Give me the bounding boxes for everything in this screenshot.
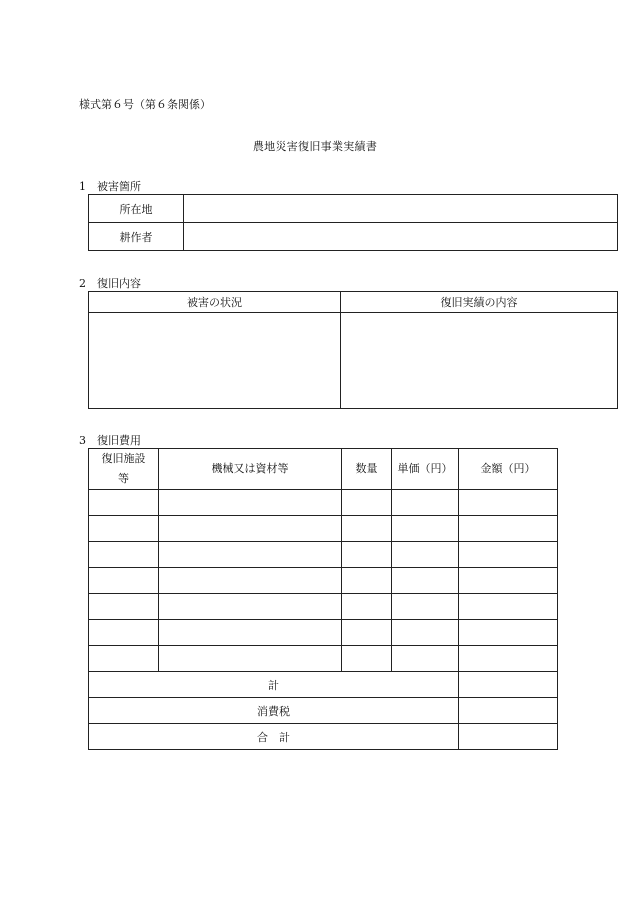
restoration-result-header: 復旧実績の内容 [341,292,618,313]
table-row [89,542,558,568]
table-row [89,568,558,594]
unit-price-cell[interactable] [392,542,459,568]
subtotal-amount[interactable] [459,672,558,698]
amount-cell[interactable] [459,516,558,542]
unit-price-cell[interactable] [392,568,459,594]
table-header-row [89,449,558,490]
subtotal-row [89,672,558,698]
form-number: 様式第６号（第６条関係） [79,98,211,111]
amount-header: 金額（円） [459,449,558,490]
facility-cell[interactable] [89,568,159,594]
damage-status-field[interactable] [89,313,341,409]
materials-header: 機械又は資材等 [159,449,342,490]
tax-label: 消費税 [89,698,459,724]
tax-amount[interactable] [459,698,558,724]
cultivator-field[interactable] [184,223,618,251]
unit-price-cell[interactable] [392,646,459,672]
materials-cell[interactable] [159,542,342,568]
cultivator-label: 耕作者 [89,223,184,251]
unit-price-header: 単価（円） [392,449,459,490]
section2-title: 復旧内容 [97,277,141,290]
table-row [89,490,558,516]
table-row [89,223,618,251]
table-header-row [89,292,618,313]
section2-number: 2 [79,277,86,290]
quantity-cell[interactable] [342,620,392,646]
facility-header-line1: 復旧施設 [101,452,146,465]
unit-price-cell[interactable] [392,620,459,646]
facility-cell[interactable] [89,516,159,542]
section3-number: 3 [79,434,86,447]
quantity-header: 数量 [342,449,392,490]
restoration-cost-table [88,448,558,750]
materials-cell[interactable] [159,516,342,542]
materials-cell[interactable] [159,594,342,620]
unit-price-cell[interactable] [392,516,459,542]
location-field[interactable] [184,195,618,223]
subtotal-label: 計 [89,672,459,698]
amount-cell[interactable] [459,490,558,516]
table-row [89,516,558,542]
amount-cell[interactable] [459,568,558,594]
damage-location-table [88,194,618,251]
unit-price-cell[interactable] [392,594,459,620]
section2-heading [79,275,141,291]
quantity-cell[interactable] [342,542,392,568]
quantity-cell[interactable] [342,568,392,594]
amount-cell[interactable] [459,620,558,646]
quantity-cell[interactable] [342,490,392,516]
materials-cell[interactable] [159,490,342,516]
damage-status-header: 被害の状況 [89,292,341,313]
table-row [89,313,618,409]
total-amount[interactable] [459,724,558,750]
facility-cell[interactable] [89,490,159,516]
materials-cell[interactable] [159,568,342,594]
amount-cell[interactable] [459,542,558,568]
facility-header [89,449,159,490]
facility-cell[interactable] [89,594,159,620]
restoration-result-field[interactable] [341,313,618,409]
location-label: 所在地 [89,195,184,223]
total-row [89,724,558,750]
tax-row [89,698,558,724]
section1-heading [79,178,141,194]
facility-header-line2: 等 [118,472,129,485]
amount-cell[interactable] [459,646,558,672]
facility-cell[interactable] [89,646,159,672]
materials-cell[interactable] [159,620,342,646]
unit-price-cell[interactable] [392,490,459,516]
amount-cell[interactable] [459,594,558,620]
table-row [89,620,558,646]
total-label: 合 計 [89,724,459,750]
document-title: 農地災害復旧事業実績書 [252,140,378,153]
materials-cell[interactable] [159,646,342,672]
restoration-content-table [88,291,618,409]
table-row [89,195,618,223]
facility-cell[interactable] [89,542,159,568]
quantity-cell[interactable] [342,516,392,542]
section1-title: 被害箇所 [97,180,141,193]
section3-title: 復旧費用 [97,434,141,447]
section1-number: 1 [79,180,86,193]
table-row [89,594,558,620]
quantity-cell[interactable] [342,646,392,672]
section3-heading [79,432,141,448]
table-row [89,646,558,672]
quantity-cell[interactable] [342,594,392,620]
facility-cell[interactable] [89,620,159,646]
